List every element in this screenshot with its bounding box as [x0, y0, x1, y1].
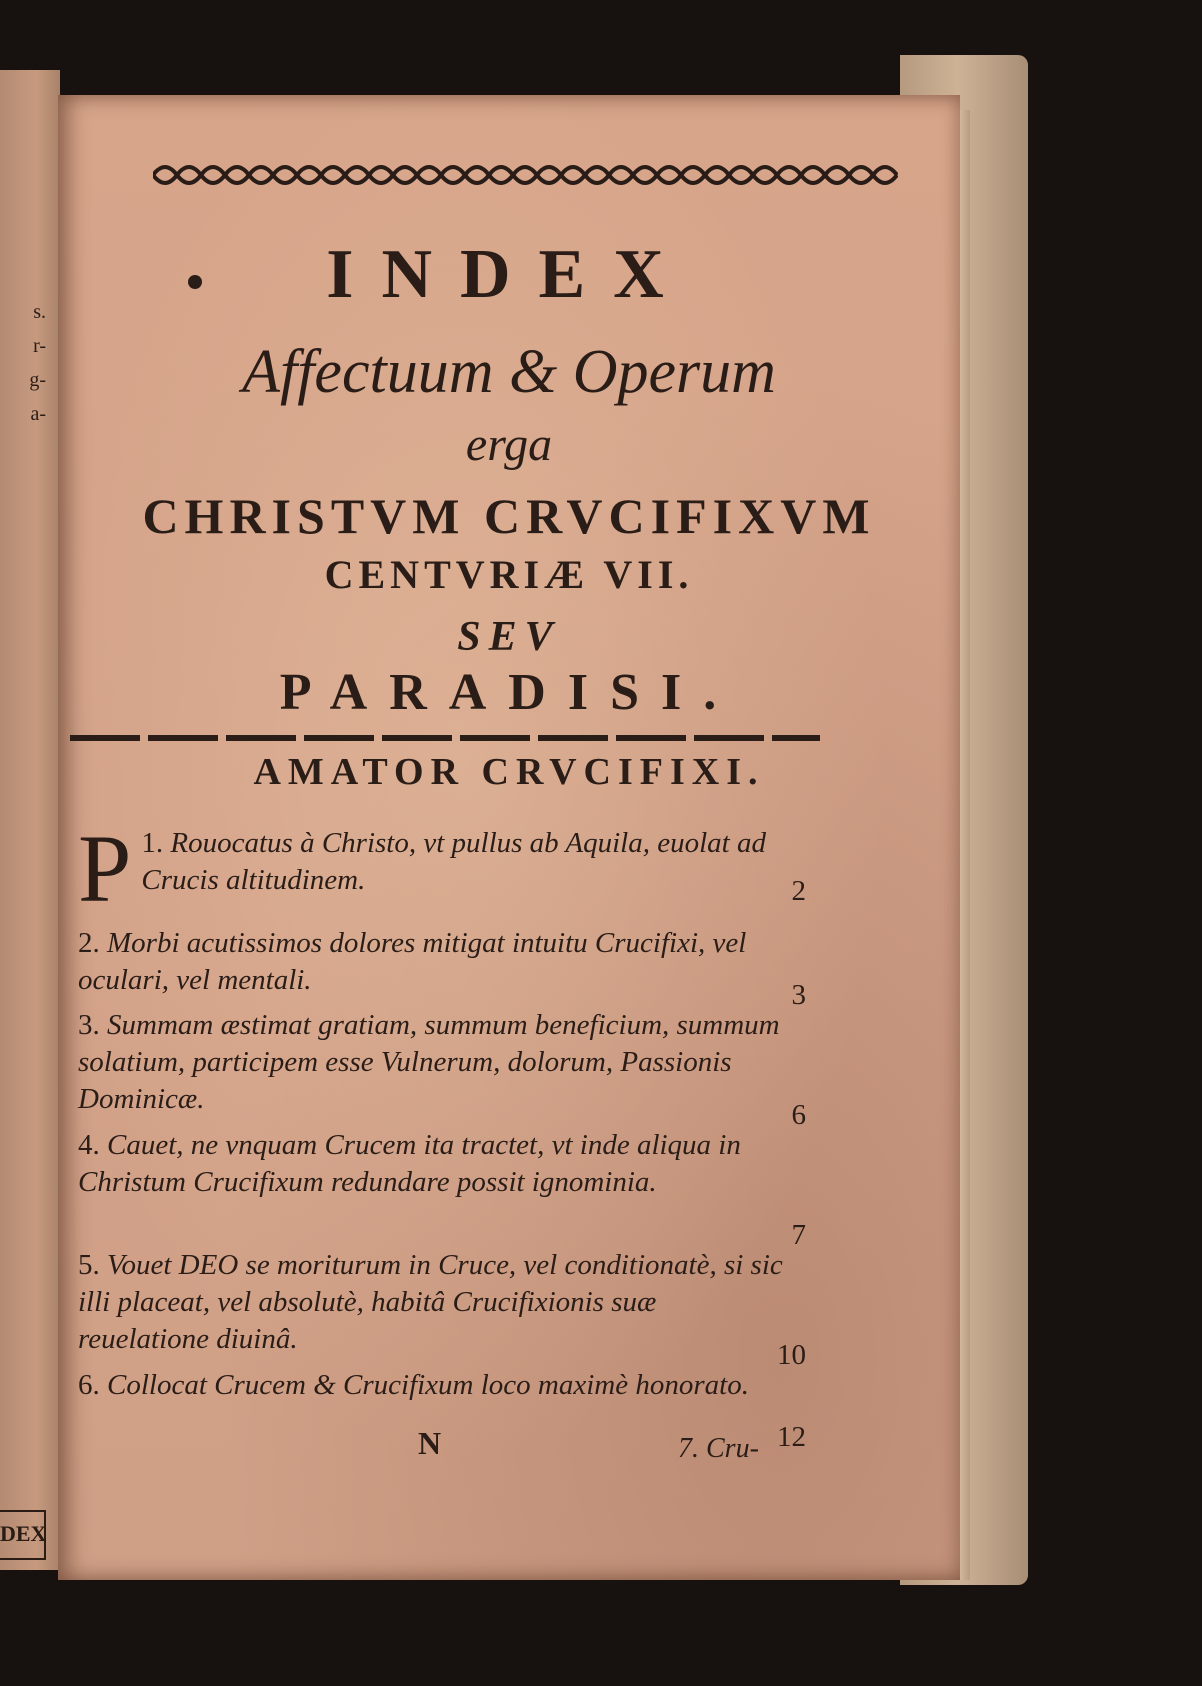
entry-text: Summam æstimat gratiam, summum beneficium, summum solatium, participem esse Vulnerum, dolorum, Passionis Dominicæ.	[78, 1009, 780, 1115]
prev-mark: r-	[33, 335, 46, 357]
entry-text: Rouocatus à Christo, vt pullus ab Aquila, euolat ad Crucis altitudinem.	[141, 827, 766, 896]
subtitle-erga: erga	[465, 418, 553, 471]
entry-page-number: 2	[791, 875, 806, 907]
entry-text: Collocat Crucem & Crucifixum loco maximè honorato.	[107, 1369, 749, 1401]
entry-text: Vouet DEO se moriturum in Cruce, vel conditionatè, si sic illi placeat, vel absolutè, habitâ Crucifixionis suæ reuelatione diuinâ.	[78, 1249, 783, 1355]
entry-number: 1.	[141, 827, 164, 859]
page-title: INDEX	[326, 236, 692, 313]
entry-number: 2.	[78, 927, 100, 959]
previous-page-marks	[6, 295, 46, 431]
entry-page-number: 10	[777, 1339, 806, 1371]
book-page	[58, 95, 960, 1580]
entry-text: Morbi acutissimos dolores mitigat intuitu Crucifixi, vel oculari, vel mentali.	[78, 927, 747, 996]
subtitle-affectuum: Affectuum & Operum	[242, 338, 776, 406]
previous-page-footer: DEX	[0, 1510, 46, 1560]
entry-page-number: 7	[791, 1219, 806, 1251]
subtitle-paradisi: PARADISI.	[279, 664, 739, 721]
index-entry	[78, 815, 806, 922]
drop-cap: P	[78, 815, 132, 922]
index-entry	[78, 1247, 806, 1371]
entry-page-number: 12	[777, 1421, 806, 1453]
subtitle-seu: SEV	[457, 614, 561, 660]
index-entry	[78, 1127, 806, 1251]
entry-number: 3.	[78, 1009, 100, 1041]
index-entry	[78, 1007, 806, 1131]
subtitle-centuriae: CENTVRIÆ VII.	[324, 552, 694, 597]
prev-mark: a-	[30, 403, 46, 425]
entry-number: 5.	[78, 1249, 100, 1281]
horizontal-rule	[70, 735, 820, 741]
decorative-border-ornament	[153, 155, 898, 195]
subtitle-christum: CHRISTVM CRVCIFIXVM	[142, 488, 876, 544]
previous-page-strip	[0, 70, 60, 1570]
catchword: 7. Cru-	[678, 1433, 759, 1464]
entry-page-number: 6	[791, 1099, 806, 1131]
entry-text: Cauet, ne vnquam Crucem ita tractet, vt inde aliqua in Christum Crucifixum redundare possit ignominia.	[78, 1129, 741, 1198]
section-heading: AMATOR CRVCIFIXI.	[253, 751, 765, 793]
entry-number: 4.	[78, 1129, 100, 1161]
entry-number: 6.	[78, 1369, 100, 1401]
prev-mark: g-	[29, 369, 46, 391]
signature-mark: N	[418, 1425, 442, 1461]
index-entry	[78, 925, 806, 1011]
entry-page-number: 3	[791, 979, 806, 1011]
prev-mark: s.	[33, 301, 46, 323]
